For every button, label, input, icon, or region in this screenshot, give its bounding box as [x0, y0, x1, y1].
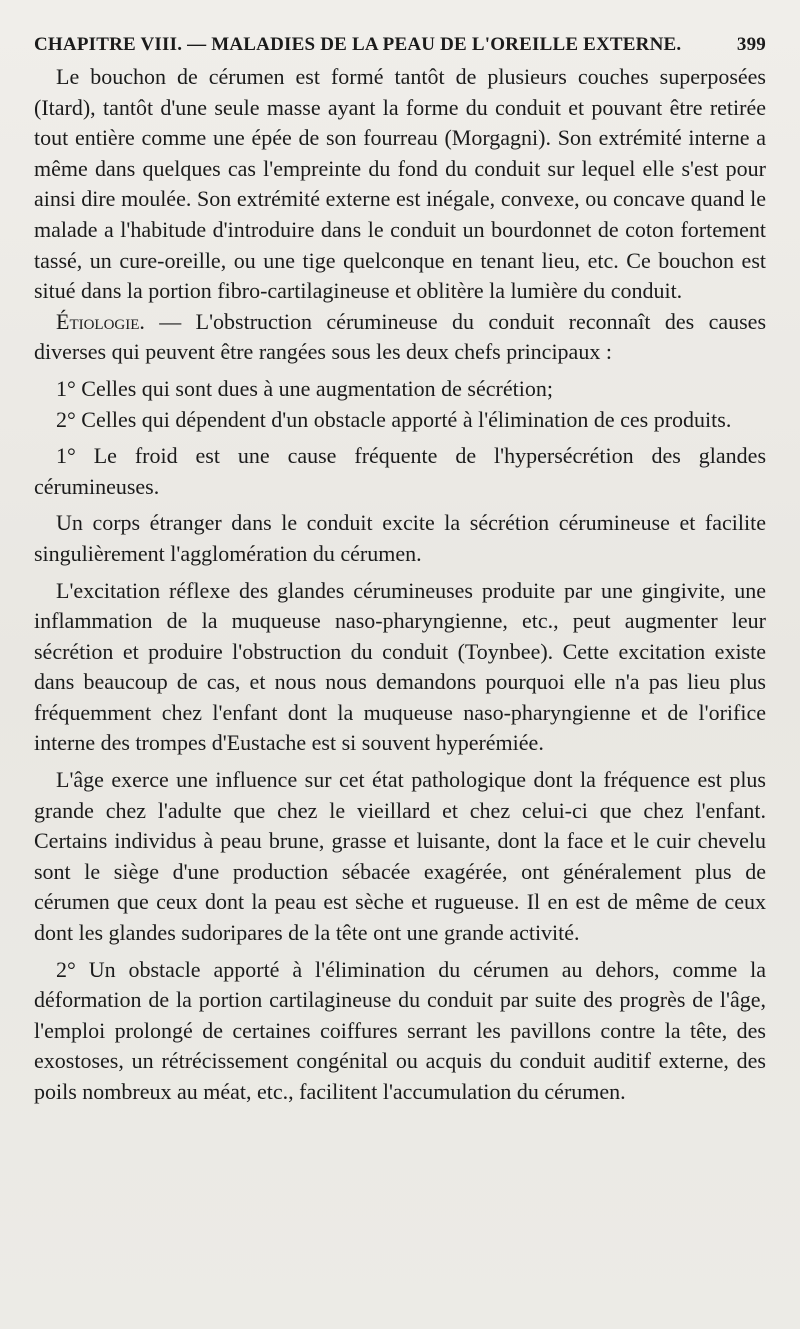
- paragraph: Le bouchon de cérumen est formé tantôt de plusieurs couches superposées (Itard), tantôt d'une seule masse ayant la forme du conduit et pouvant être retirée tout entière comme une épée de son fourreau (Morgagni). Son extrémité interne a même dans quelques cas l'empreinte du fond du conduit sur lequel elle s'est pour ainsi dire moulée. Son extrémité externe est inégale, convexe, ou concave quand le malade a l'habitude d'introduire dans le conduit un bourdonnet de coton fortement tassé, un cure-oreille, ou une tige quelconque en tenant lieu, etc. Ce bouchon est situé dans la portion fibro-cartilagineuse et oblitère la lumière du conduit.: [34, 64, 766, 304]
- body-text: [34, 62, 766, 1108]
- paragraph: L'âge exerce une influence sur cet état pathologique dont la fréquence est plus grande chez l'adulte que chez le vieillard et chez celui-ci que chez l'enfant. Certains individus à peau brune, grasse et luisante, dont la face et le cuir chevelu sont le siège d'une production sébacée exagérée, ont généralement plus de cérumen que ceux dont la peau est sèche et rugueuse. Il en est de même de ceux dont les glandes sudoripares de la tête ont une grande activité.: [34, 767, 766, 946]
- paragraph: L'excitation réflexe des glandes cérumineuses produite par une gingivite, une inflammation de la muqueuse naso-pharyngienne, etc., peut augmenter leur sécrétion et produire l'obstruction du conduit (Toynbee). Cette excitation existe dans beaucoup de cas, et nous nous demandons pourquoi elle n'a pas lieu plus fréquemment chez l'enfant dont la muqueuse naso-pharyngienne et de l'orifice interne des trompes d'Eustache est si souvent hyperémiée.: [34, 577, 766, 756]
- section-label: Étiologie.: [56, 308, 145, 334]
- paragraph: 2° Celles qui dépendent d'un obstacle apporté à l'élimination de ces produits.: [56, 406, 732, 432]
- paragraph-text: — L'obstruction cérumineuse du conduit reconnaît des causes diverses qui peuvent être rangées sous les deux chefs principaux :: [34, 308, 766, 365]
- chapter-title: CHAPITRE VIII. — MALADIES DE LA PEAU DE L'OREILLE EXTERNE.: [34, 34, 682, 55]
- paragraph: 1° Le froid est une cause fréquente de l'hypersécrétion des glandes cérumineuses.: [34, 443, 766, 499]
- paragraph: 2° Un obstacle apporté à l'élimination du cérumen au dehors, comme la déformation de la portion cartilagineuse du conduit par suite des progrès de l'âge, l'emploi prolongé de certaines coiffures serrant les pavillons contre la tête, des exostoses, un rétrécissement congénital ou acquis du conduit auditif externe, des poils nombreux au méat, etc., facilitent l'accumulation du cérumen.: [34, 956, 766, 1104]
- page-number: 399: [736, 34, 766, 55]
- paragraph: Un corps étranger dans le conduit excite la sécrétion cérumineuse et facilite singulièrement l'agglomération du cérumen.: [34, 510, 766, 566]
- paragraph-etiologie: [34, 307, 766, 368]
- paragraph: 1° Celles qui sont dues à une augmentation de sécrétion;: [56, 375, 553, 401]
- running-header: [34, 28, 766, 62]
